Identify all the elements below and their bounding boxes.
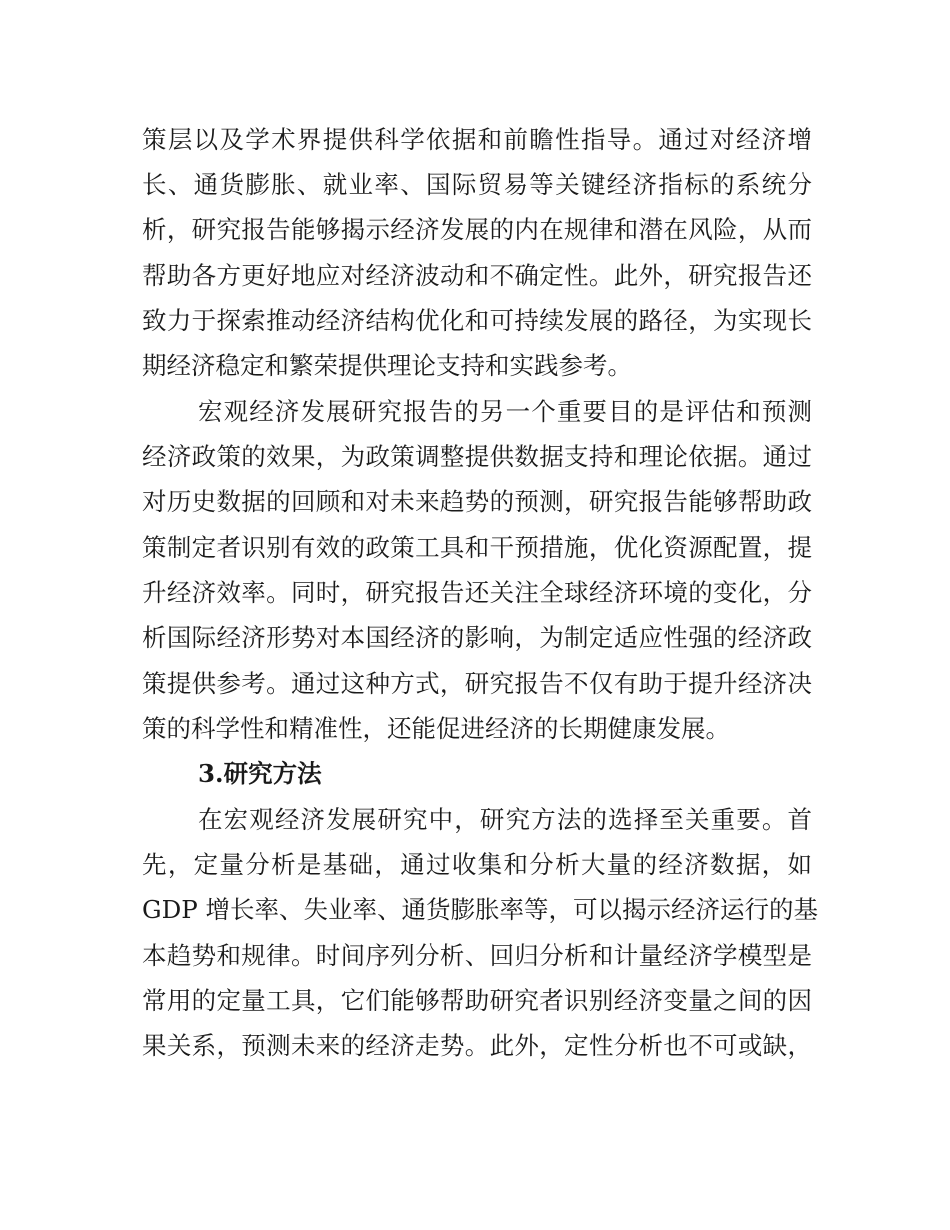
paragraph-2-line-7: 策提供参考。通过这种方式，研究报告不仅有助于提升经济决 [142, 669, 812, 698]
paragraph-3-line-6: 果关系，预测未来的经济走势。此外，定性分析也不可或缺， [142, 1031, 812, 1060]
paragraph-2-line-5: 升经济效率。同时，研究报告还关注全球经济环境的变化，分 [142, 578, 812, 607]
paragraph-3-line-1: 在宏观经济发展研究中，研究方法的选择至关重要。首 [198, 805, 812, 834]
paragraph-2-line-2: 经济政策的效果，为政策调整提供数据支持和理论依据。通过 [142, 442, 812, 471]
paragraph-1-line-3: 析，研究报告能够揭示经济发展的内在规律和潜在风险，从而 [142, 215, 812, 244]
paragraph-2-line-3: 对历史数据的回顾和对未来趋势的预测，研究报告能够帮助政 [142, 487, 812, 516]
paragraph-3-line-4: 本趋势和规律。时间序列分析、回归分析和计量经济学模型是 [142, 941, 812, 970]
paragraph-1-line-2: 长、通货膨胀、就业率、国际贸易等关键经济指标的系统分 [142, 170, 812, 199]
section-heading: 3.研究方法 [198, 759, 322, 788]
paragraph-3-line-2: 先，定量分析是基础，通过收集和分析大量的经济数据，如 [142, 850, 812, 879]
paragraph-2-line-8: 策的科学性和精准性，还能促进经济的长期健康发展。 [142, 714, 730, 743]
paragraph-1-line-1: 策层以及学术界提供科学依据和前瞻性指导。通过对经济增 [142, 125, 812, 154]
paragraph-1-line-4: 帮助各方更好地应对经济波动和不确定性。此外，研究报告还 [142, 261, 812, 290]
paragraph-1-line-5: 致力于探索推动经济结构优化和可持续发展的路径，为实现长 [142, 306, 812, 335]
paragraph-3-line-5: 常用的定量工具，它们能够帮助研究者识别经济变量之间的因 [142, 986, 812, 1015]
paragraph-3-line-3: GDP 增长率、失业率、通货膨胀率等，可以揭示经济运行的基 [142, 895, 818, 924]
paragraph-2-line-6: 析国际经济形势对本国经济的影响，为制定适应性强的经济政 [142, 623, 812, 652]
paragraph-2-line-1: 宏观经济发展研究报告的另一个重要目的是评估和预测 [198, 397, 812, 426]
paragraph-1-line-6: 期经济稳定和繁荣提供理论支持和实践参考。 [142, 351, 632, 380]
paragraph-2-line-4: 策制定者识别有效的政策工具和干预措施，优化资源配置，提 [142, 533, 812, 562]
